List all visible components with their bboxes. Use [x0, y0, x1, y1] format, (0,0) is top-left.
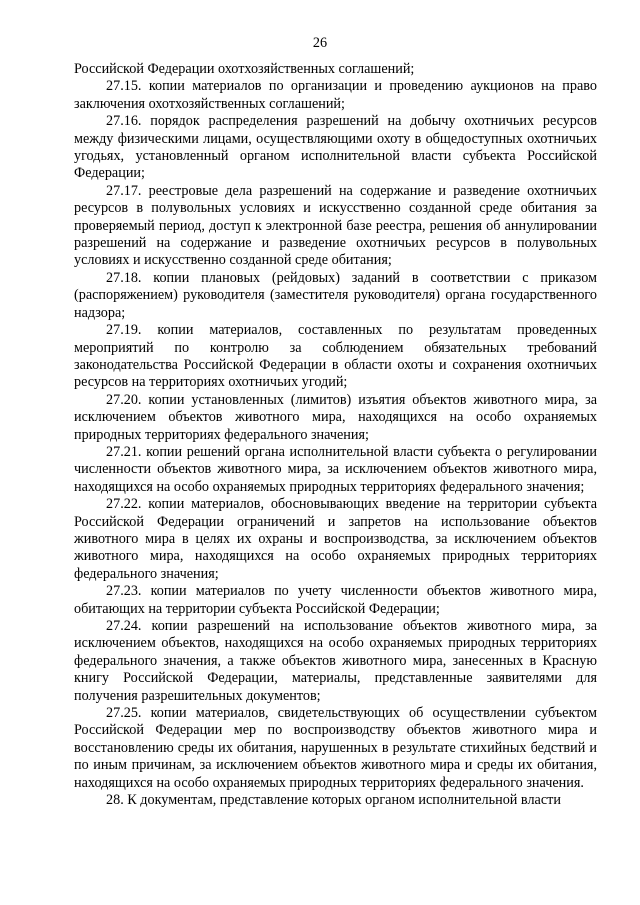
paragraph-27-15: 27.15. копии материалов по организации и проведению аукционов на право заключения охотхозяйственных соглашений;: [74, 78, 597, 112]
paragraph-27-24: 27.24. копии разрешений на использование объектов животного мира, за исключением объектов, находящихся на особо охраняемых природных территориях федерального значения, а также объектов животного мира, занесенных в Красную книгу Российской Федерации, материалы, представленные заявителями для получения разрешительных документов;: [74, 618, 597, 704]
paragraph-27-18: 27.18. копии плановых (рейдовых) заданий в соответствии с приказом (распоряжением) руководителя (заместителя руководителя) органа государственного надзора;: [74, 269, 597, 321]
paragraph-27-19: 27.19. копии материалов, составленных по результатам проведенных мероприятий по контролю за соблюдением обязательных требований законодательства Российской Федерации в области охоты и сохранения охотничьих ресурсов на территориях охотничьих угодий;: [74, 322, 597, 391]
paragraph-27-20: 27.20. копии установленных (лимитов) изъятия объектов животного мира, за исключением объектов животного мира, находящихся на особо охраняемых природных территориях федерального значения;: [74, 391, 597, 443]
paragraph-27-22: 27.22. копии материалов, обосновывающих введение на территории субъекта Российской Федерации ограничений и запретов на использование объектов животного мира в целях их охраны и воспроизводства, за исключением объектов животного мира, находящихся на особо охраняемых природных территориях федерального значения;: [74, 496, 597, 582]
paragraph-continuation: Российской Федерации охотхозяйственных соглашений;: [74, 61, 415, 77]
paragraph-27-16: 27.16. порядок распределения разрешений на добычу охотничьих ресурсов между физическими лицами, осуществляющими охоту в общедоступных охотничьих угодьях, установленный органом исполнительной власти субъекта Российской Федерации;: [74, 113, 597, 182]
document-body: [74, 61, 597, 809]
paragraph-27-21: 27.21. копии решений органа исполнительной власти субъекта о регулировании численности объектов животного мира, за исключением объектов животного мира, находящихся на особо охраняемых природных территориях федерального значения;: [74, 443, 597, 495]
paragraph-28: 28. К документам, представление которых органом исполнительной власти: [106, 792, 561, 809]
page-number: 26: [312, 35, 328, 51]
paragraph-27-17: 27.17. реестровые дела разрешений на содержание и разведение охотничьих ресурсов в полувольных условиях и искусственно созданной среде обитания за проверяемый период, доступ к электронной базе реестра, решения об аннулировании разрешений на содержание и разведение охотничьих ресурсов в полувольных условиях и искусственно созданной среде обитания;: [74, 182, 597, 269]
paragraph-27-23: 27.23. копии материалов по учету численности объектов животного мира, обитающих на территории субъекта Российской Федерации;: [74, 583, 597, 617]
paragraph-27-25: 27.25. копии материалов, свидетельствующих об осуществлении субъектом Российской Федерации мер по воспроизводству объектов животного мира и восстановлению среды их обитания, нарушенных в результате стихийных бедствий и по иным причинам, за исключением объектов животного мира и среды их обитания, находящихся на особо охраняемых природных территориях федерального значения.: [74, 705, 597, 791]
